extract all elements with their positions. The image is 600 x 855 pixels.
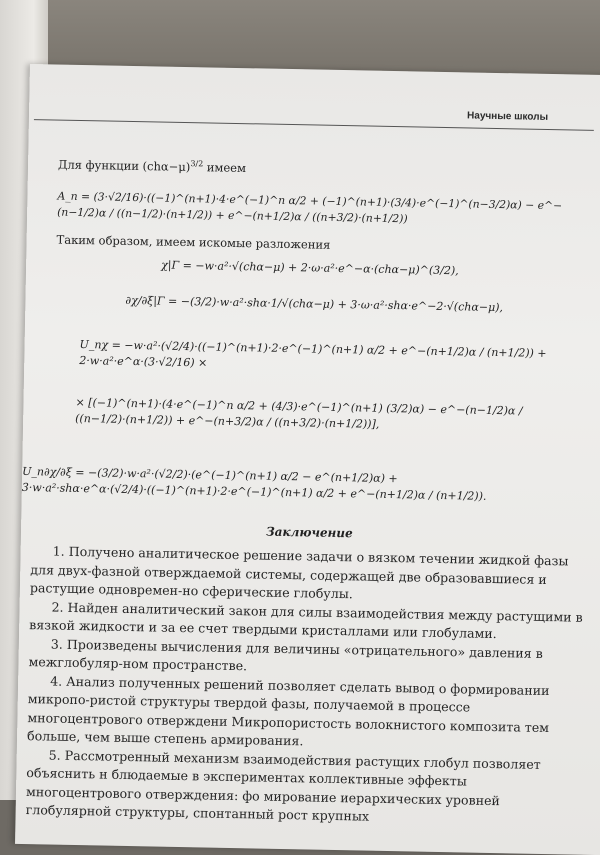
conclusion-item: 5. Рассмотренный механизм взаимодействия растущих глобул позволяет объяснить н блюдаемые в экспериментах коллективные эффекты многоцентрового отверждения: фо мирование иерархических уровней глобулярной структуры, спонтанный рост крупных xyxy=(25,746,541,824)
formula-chi: χ|Γ = −w·a²·√(chα−μ) + 2·ω·a²·e^−α·(chα−μ)^(3/2), xyxy=(161,258,459,278)
formula-u-n-chi-1: U_nχ = −w·a²·(√2/4)·((−1)^(n+1)·2·e^(−1)^(n+1) α/2 + e^−(n+1/2)α / (n+1/2)) + 2·w·a²·e^α·(3·√2/16) × xyxy=(79,338,547,370)
conclusion-item: 3. Произведены вычисления для величины «отрицательного» давления в межглобуляр-ном пространстве. xyxy=(28,636,543,674)
formula-dchi: ∂χ/∂ξ|Γ = −(3/2)·w·a²·shα·1/√(chα−μ) + 3·ω·a²·shα·e^−2·√(chα−μ), xyxy=(125,293,504,315)
conclusion-item: 1. Получено аналитическое решение задачи о вязком течении жидкой фазы для двух-фазной отверждаемой системы, содержащей две образовавшиеся и растущие одновремен-но сферические глобулы. xyxy=(29,543,569,602)
formula-intro-exponent: 3/2 xyxy=(190,159,204,169)
conclusion-list xyxy=(25,542,586,830)
formula-intro-text: Для функции (chα−μ) xyxy=(57,157,191,174)
formula-thus: Таким образом, имеем искомые разложения xyxy=(56,232,331,252)
section-title: Заключение xyxy=(265,524,353,541)
formula-u-n-dchi: U_n∂χ/∂ξ = −(3/2)·w·a²·(√2/2)·(e^(−1)^(n+1) α/2 − e^(n+1/2)α) + 3·w·a²·shα·e^α·(√2/4)·((−1)^(n+1)·2·e^(−1)^(n+1) α/2 + e^−(n+1/2)α / (n+1/2)). xyxy=(21,464,487,503)
running-header: Научные школы xyxy=(466,110,549,123)
formula-intro-tail: имеем xyxy=(206,160,247,175)
formula-intro xyxy=(58,157,246,175)
conclusion-item: 2. Найден аналитический закон для силы взаимодействия между растущими в вязкой жидкости и за ее счет твердыми кристаллами или глобулами. xyxy=(29,599,583,642)
formula-a-n: A_n = (3·√2/16)·((−1)^(n+1)·4·e^(−1)^n α/2 + (−1)^(n+1)·(3/4)·e^(−1)^(n−3/2)α) − e^−(n−1/2)α / ((n−1/2)·(n+1/2)) + e^−(n+1/2)α / ((n+3/2)·(n+1/2)) xyxy=(57,189,563,226)
formula-u-n-chi-2: × [(−1)^(n+1)·(4·e^(−1)^n α/2 + (4/3)·e^(−1)^(n+1) (3/2)α) − e^−(n−1/2)α / ((n−1/2)·(n+1/2)) + e^−(n+3/2)α / ((n+3/2)·(n+1/2))], xyxy=(75,395,523,431)
conclusion-item: 4. Анализ полученных решений позволяет сделать вывод о формировании микропо-ристой структуры твердой фазы, получаемой в процессе многоцентрового отверждени Микропористость волокнистого композита тем больше, чем выше степень армирования. xyxy=(26,673,550,749)
book-page xyxy=(15,64,600,855)
